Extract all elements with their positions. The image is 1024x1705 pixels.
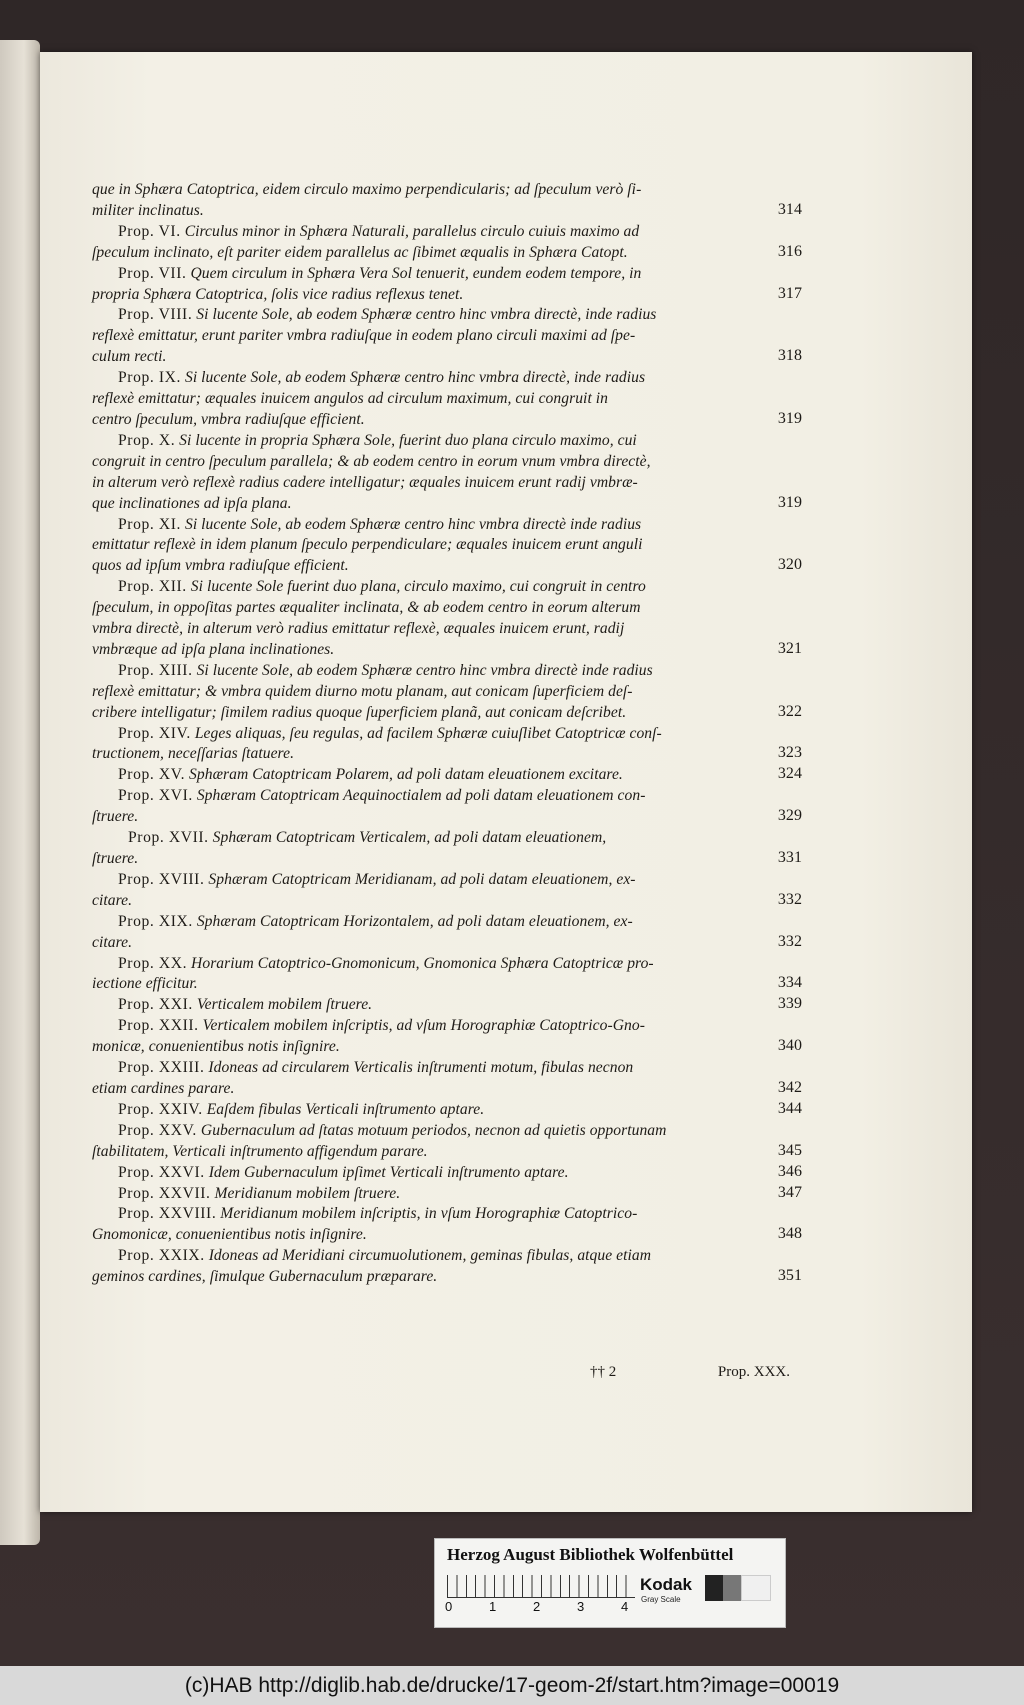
toc-entry-line [92, 1142, 802, 1163]
proposition-label: Prop. VI. [118, 222, 181, 240]
ruler-number: 0 [445, 1599, 453, 1614]
toc-entry-line [92, 807, 802, 828]
entry-text: Sphæram Catoptricam Horizontalem, ad poli datam eleuationem, ex- [196, 912, 633, 930]
entry-text: iectione efficitur. [92, 975, 198, 993]
toc-entry-line [92, 640, 802, 661]
toc-entry-line [92, 389, 802, 410]
entry-text: Si lucente in propria Sphæra Sole, fuerint duo plana circulo maximo, cui [179, 431, 637, 449]
page-number: 314 [777, 200, 802, 218]
toc-entry-line [92, 1184, 802, 1205]
entry-text: militer inclinatus. [92, 201, 204, 219]
toc-entry-line [92, 598, 802, 619]
toc-entry [92, 786, 802, 828]
entry-text: Sphæram Catoptricam Verticalem, ad poli datam eleuationem, [212, 829, 607, 847]
toc-entry-line [92, 243, 802, 264]
toc-entry [92, 515, 802, 578]
toc-entry-line [92, 494, 802, 515]
page-number: 345 [777, 1141, 802, 1159]
entry-text: Idem Gubernaculum ipſimet Verticali inſtrumento aptare. [208, 1163, 569, 1181]
toc-entry [92, 912, 802, 954]
signature-mark: †† 2 [590, 1364, 617, 1380]
proposition-label: Prop. XX. [118, 954, 188, 972]
page-number: 348 [777, 1225, 802, 1243]
proposition-label: Prop. XIX. [118, 912, 193, 930]
proposition-label: Prop. XVIII. [118, 870, 205, 888]
entry-text: reflexè emittatur; æquales inuicem angulos ad circulum maximum, cui congruit in [92, 390, 608, 408]
toc-entry-line [92, 347, 802, 368]
page-number: 322 [777, 702, 802, 720]
toc-entry-line [92, 891, 802, 912]
page-number: 318 [777, 347, 802, 365]
page-number: 316 [777, 242, 802, 260]
page-footer [590, 1364, 790, 1384]
toc-entry [92, 661, 802, 724]
page-number: 320 [777, 556, 802, 574]
page-number: 344 [777, 1099, 802, 1117]
entry-text: ſtruere. [92, 808, 139, 826]
proposition-label: Prop. XXI. [118, 996, 193, 1014]
page-number: 323 [777, 744, 802, 762]
toc-entry-line [92, 1037, 802, 1058]
entry-text: Gubernaculum ad ſtatas motuum periodos, necnon ad quietis opportunam [200, 1121, 667, 1139]
entry-text: Idoneas ad Meridiani circumuolutionem, geminas fibulas, atque etiam [208, 1247, 652, 1265]
page-number: 346 [777, 1162, 802, 1180]
entry-text: Si lucente Sole, ab eodem Sphæræ centro hinc vmbra directè inde radius [184, 515, 642, 533]
entry-text: monicæ, conuenientibus notis inſignire. [92, 1038, 340, 1056]
toc-entry-line [92, 1079, 802, 1100]
proposition-label: Prop. XXV. [118, 1121, 197, 1139]
toc-entry-line [92, 828, 802, 849]
color-target-card [434, 1538, 786, 1628]
entry-text: geminos cardines, ſimulque Gubernaculum præparare. [92, 1268, 438, 1286]
entry-text: Si lucente Sole, ab eodem Sphæræ centro hinc vmbra directè inde radius [196, 661, 653, 679]
ruler-number: 2 [533, 1599, 541, 1614]
proposition-label: Prop. X. [118, 431, 176, 449]
proposition-label: Prop. XXVIII. [118, 1205, 217, 1223]
page-number: 340 [777, 1037, 802, 1055]
page-number: 319 [777, 493, 802, 511]
catchword: Prop. XXX. [717, 1364, 790, 1380]
proposition-label: Prop. XV. [118, 766, 186, 784]
toc-entry-line [92, 1121, 802, 1142]
toc-entry-line [92, 1100, 802, 1121]
toc-entry-line [92, 933, 802, 954]
proposition-label: Prop. XIV. [118, 724, 191, 742]
toc-entry-line [92, 1225, 802, 1246]
toc-entry-line [92, 577, 802, 598]
library-name: Herzog August Bibliothek Wolfenbüttel [447, 1545, 734, 1564]
ruler-number: 3 [577, 1599, 585, 1614]
toc-entry [92, 222, 802, 264]
toc-entry [92, 765, 802, 786]
toc-entry-line [92, 305, 802, 326]
toc-entry [92, 431, 802, 515]
toc-entry-line [92, 264, 802, 285]
toc-entry-line [92, 1246, 802, 1267]
kodak-logo: Kodak [640, 1575, 692, 1594]
toc-entry-line [92, 744, 802, 765]
toc-entry [92, 954, 802, 996]
gray-swatch-mid [723, 1575, 741, 1601]
entry-text: Sphæram Catoptricam Aequinoctialem ad poli datam eleuationem con- [196, 787, 646, 805]
toc-entry-line [92, 1267, 802, 1288]
proposition-label: Prop. XII. [118, 578, 187, 596]
proposition-label: Prop. VIII. [118, 306, 193, 324]
toc-entry-line [92, 452, 802, 473]
proposition-label: Prop. XXIII. [118, 1059, 205, 1077]
entry-text: citare. [92, 933, 133, 951]
toc-entry-line [92, 201, 802, 222]
toc-entry-line [92, 912, 802, 933]
toc-entry-line [92, 786, 802, 807]
gray-scale-label: Gray Scale [641, 1595, 681, 1604]
toc-entry-line [92, 515, 802, 536]
ruler-number: 4 [621, 1599, 629, 1614]
page-number: 317 [777, 284, 802, 302]
copyright-text[interactable]: (c)HAB http://diglib.hab.de/drucke/17-geom-2f/start.htm?image=00019 [184, 1674, 840, 1697]
entry-text: reflexè emittatur; & vmbra quidem diurno motu planam, aut conicam ſuperficiem deſ- [92, 682, 633, 700]
entry-text: emittatur reflexè in idem planum ſpeculo perpendiculare; æquales inuicem erunt anguli [92, 536, 643, 554]
entry-text: centro ſpeculum, vmbra radiuſque efficient. [92, 410, 365, 428]
toc-entry [92, 1121, 802, 1163]
page-number: 332 [777, 890, 802, 908]
toc-entry-line [92, 285, 802, 306]
entry-text: etiam cardines parare. [92, 1079, 235, 1097]
toc-entry-line [92, 1163, 802, 1184]
entry-text: quos ad ipſum vmbra radiuſque efficient. [92, 557, 349, 575]
entry-text: culum recti. [92, 348, 167, 366]
toc-entry-line [92, 1016, 802, 1037]
toc-entry-line [92, 1204, 802, 1225]
proposition-label: Prop. XXIV. [118, 1100, 203, 1118]
proposition-label: Prop. XXII. [118, 1017, 199, 1035]
page-number: 324 [777, 765, 802, 783]
entry-text: Si lucente Sole, ab eodem Sphæræ centro hinc vmbra directè, inde radius [196, 306, 657, 324]
page-number: 329 [777, 807, 802, 825]
toc-entry-line [92, 870, 802, 891]
toc-entry [92, 1100, 802, 1121]
toc-entry-line [92, 765, 802, 786]
book-page [40, 52, 972, 1512]
copyright-bar [0, 1666, 1024, 1705]
entry-text: Idoneas ad circularem Verticalis inſtrumenti motum, fibulas necnon [208, 1059, 634, 1077]
toc-entry [92, 1204, 802, 1246]
measure-ruler [447, 1575, 635, 1598]
previous-page-edge [0, 40, 40, 1545]
entry-text: ſtruere. [92, 850, 139, 867]
toc-entry-line [92, 180, 802, 201]
toc-entry-line [92, 682, 802, 703]
entry-text: ſtabilitatem, Verticali inſtrumento affigendum parare. [92, 1142, 428, 1160]
entry-text: cribere intelligatur; ſimilem radius quoque ſuperficiem planã, aut conicam deſcribet. [92, 703, 627, 721]
toc-entry-line [92, 473, 802, 494]
toc-entry [92, 1058, 802, 1100]
proposition-label: Prop. IX. [118, 369, 182, 387]
entry-text: Verticalem mobilem ſtruere. [196, 996, 373, 1014]
toc-entry [92, 995, 802, 1016]
page-number: 321 [777, 639, 802, 657]
toc-entry-line [92, 368, 802, 389]
page-number: 319 [777, 409, 802, 427]
toc-entry-line [92, 1058, 802, 1079]
entry-text: ſpeculum inclinato, eſt pariter eidem parallelus ac ſibimet æqualis in Sphæra Catopt. [92, 243, 628, 261]
entry-text: in alterum verò reflexè radius cadere intelligatur; æquales inuicem erunt radij vmbræ- [92, 473, 638, 491]
page-number: 334 [777, 974, 802, 992]
proposition-label: Prop. XXIX. [118, 1247, 205, 1265]
proposition-label: Prop. XIII. [118, 661, 193, 679]
toc-entry [92, 724, 802, 766]
entry-text: propria Sphæra Catoptrica, ſolis vice radius reflexus tenet. [92, 285, 464, 303]
entry-text: Leges aliquas, ſeu regulas, ad facilem Sphæræ cuiuſlibet Catoptricæ conſ- [194, 724, 662, 742]
gray-swatch-dark [705, 1575, 723, 1601]
toc-entry-line [92, 556, 802, 577]
entry-text: que in Sphæra Catoptrica, eidem circulo maximo perpendicularis; ad ſpeculum verò ſi- [92, 181, 642, 198]
entry-text: reflexè emittatur, erunt pariter vmbra radiuſque in eodem plano circuli maximi ad ſpe- [92, 327, 636, 345]
entry-text: tructionem, neceſſarias ſtatuere. [92, 745, 295, 763]
toc-entry [92, 1184, 802, 1205]
proposition-label: Prop. XVII. [128, 829, 209, 847]
entry-text: ſpeculum, in oppoſitas partes æqualiter inclinata, & ab eodem centro in eorum alterum [92, 599, 641, 617]
entry-text: vmbræque ad ipſa plana inclinationes. [92, 640, 335, 658]
entry-text: Meridianum mobilem inſcriptis, in vſum Horographiæ Catoptrico- [220, 1205, 638, 1223]
page-number: 342 [777, 1078, 802, 1096]
entry-text: Sphæram Catoptricam Meridianam, ad poli datam eleuationem, ex- [208, 870, 636, 888]
toc-entry-line [92, 222, 802, 243]
proposition-label: Prop. XVI. [118, 787, 193, 805]
toc-entry-line [92, 661, 802, 682]
entry-text: Gnomonicæ, conuenientibus notis inſignire. [92, 1226, 367, 1244]
toc-entry-line [92, 619, 802, 640]
proposition-label: Prop. XXVII. [118, 1184, 211, 1202]
proposition-label: Prop. XI. [118, 515, 182, 533]
toc-entry-line [92, 954, 802, 975]
toc-entry [92, 828, 802, 870]
page-number: 331 [777, 849, 802, 866]
toc-entry-line [92, 974, 802, 995]
toc-entry-line [92, 410, 802, 431]
ruler-number: 1 [489, 1599, 497, 1614]
toc-entry-line [92, 535, 802, 556]
toc-entry-line [92, 724, 802, 745]
toc-entry [92, 870, 802, 912]
entry-text: Sphæram Catoptricam Polarem, ad poli datam eleuationem excitare. [189, 766, 623, 784]
page-number: 339 [777, 995, 802, 1013]
entry-text: vmbra directè, in alterum verò radius emittatur reflexè, æquales inuicem erunt, radij [92, 620, 625, 638]
toc-entry [92, 368, 802, 431]
gray-swatch-light [741, 1575, 771, 1601]
entry-text: Meridianum mobilem ſtruere. [214, 1184, 401, 1202]
entry-text: Si lucente Sole fuerint duo plana, circulo maximo, cui congruit in centro [190, 578, 646, 596]
entry-text: Circulus minor in Sphæra Naturali, parallelus circulo cuiuis maximo ad [184, 222, 640, 240]
toc-entry [92, 1016, 802, 1058]
toc-entry-line [92, 849, 802, 870]
page-number: 332 [777, 932, 802, 950]
toc-entry [92, 264, 802, 306]
entry-text: Quem circulum in Sphæra Vera Sol tenuerit, eundem eodem tempore, in [190, 264, 642, 282]
toc-entry [92, 1163, 802, 1184]
toc-entry [92, 305, 802, 368]
entry-text: Si lucente Sole, ab eodem Sphæræ centro hinc vmbra directè, inde radius [184, 369, 646, 387]
entry-text: Eaſdem fibulas Verticali inſtrumento aptare. [206, 1100, 485, 1118]
toc-entry-line [92, 326, 802, 347]
proposition-label: Prop. XXVI. [118, 1163, 205, 1181]
entry-text: citare. [92, 891, 133, 909]
page-number: 351 [777, 1267, 802, 1285]
toc-entry-line [92, 703, 802, 724]
toc-entry [92, 1246, 802, 1288]
page-number: 347 [777, 1183, 802, 1201]
table-of-contents [92, 180, 802, 1288]
toc-entry [92, 180, 802, 222]
entry-text: congruit in centro ſpeculum parallela; & ab eodem centro in eorum vnum vmbra directè, [92, 452, 651, 470]
toc-entry-line [92, 431, 802, 452]
proposition-label: Prop. VII. [118, 264, 187, 282]
entry-text: que inclinationes ad ipſa plana. [92, 494, 292, 512]
entry-text: Horarium Catoptrico-Gnomonicum, Gnomonica Sphæra Catoptricæ pro- [191, 954, 654, 972]
entry-text: Verticalem mobilem inſcriptis, ad vſum Horographiæ Catoptrico-Gno- [202, 1017, 645, 1035]
toc-entry [92, 577, 802, 661]
toc-entry-line [92, 995, 802, 1016]
